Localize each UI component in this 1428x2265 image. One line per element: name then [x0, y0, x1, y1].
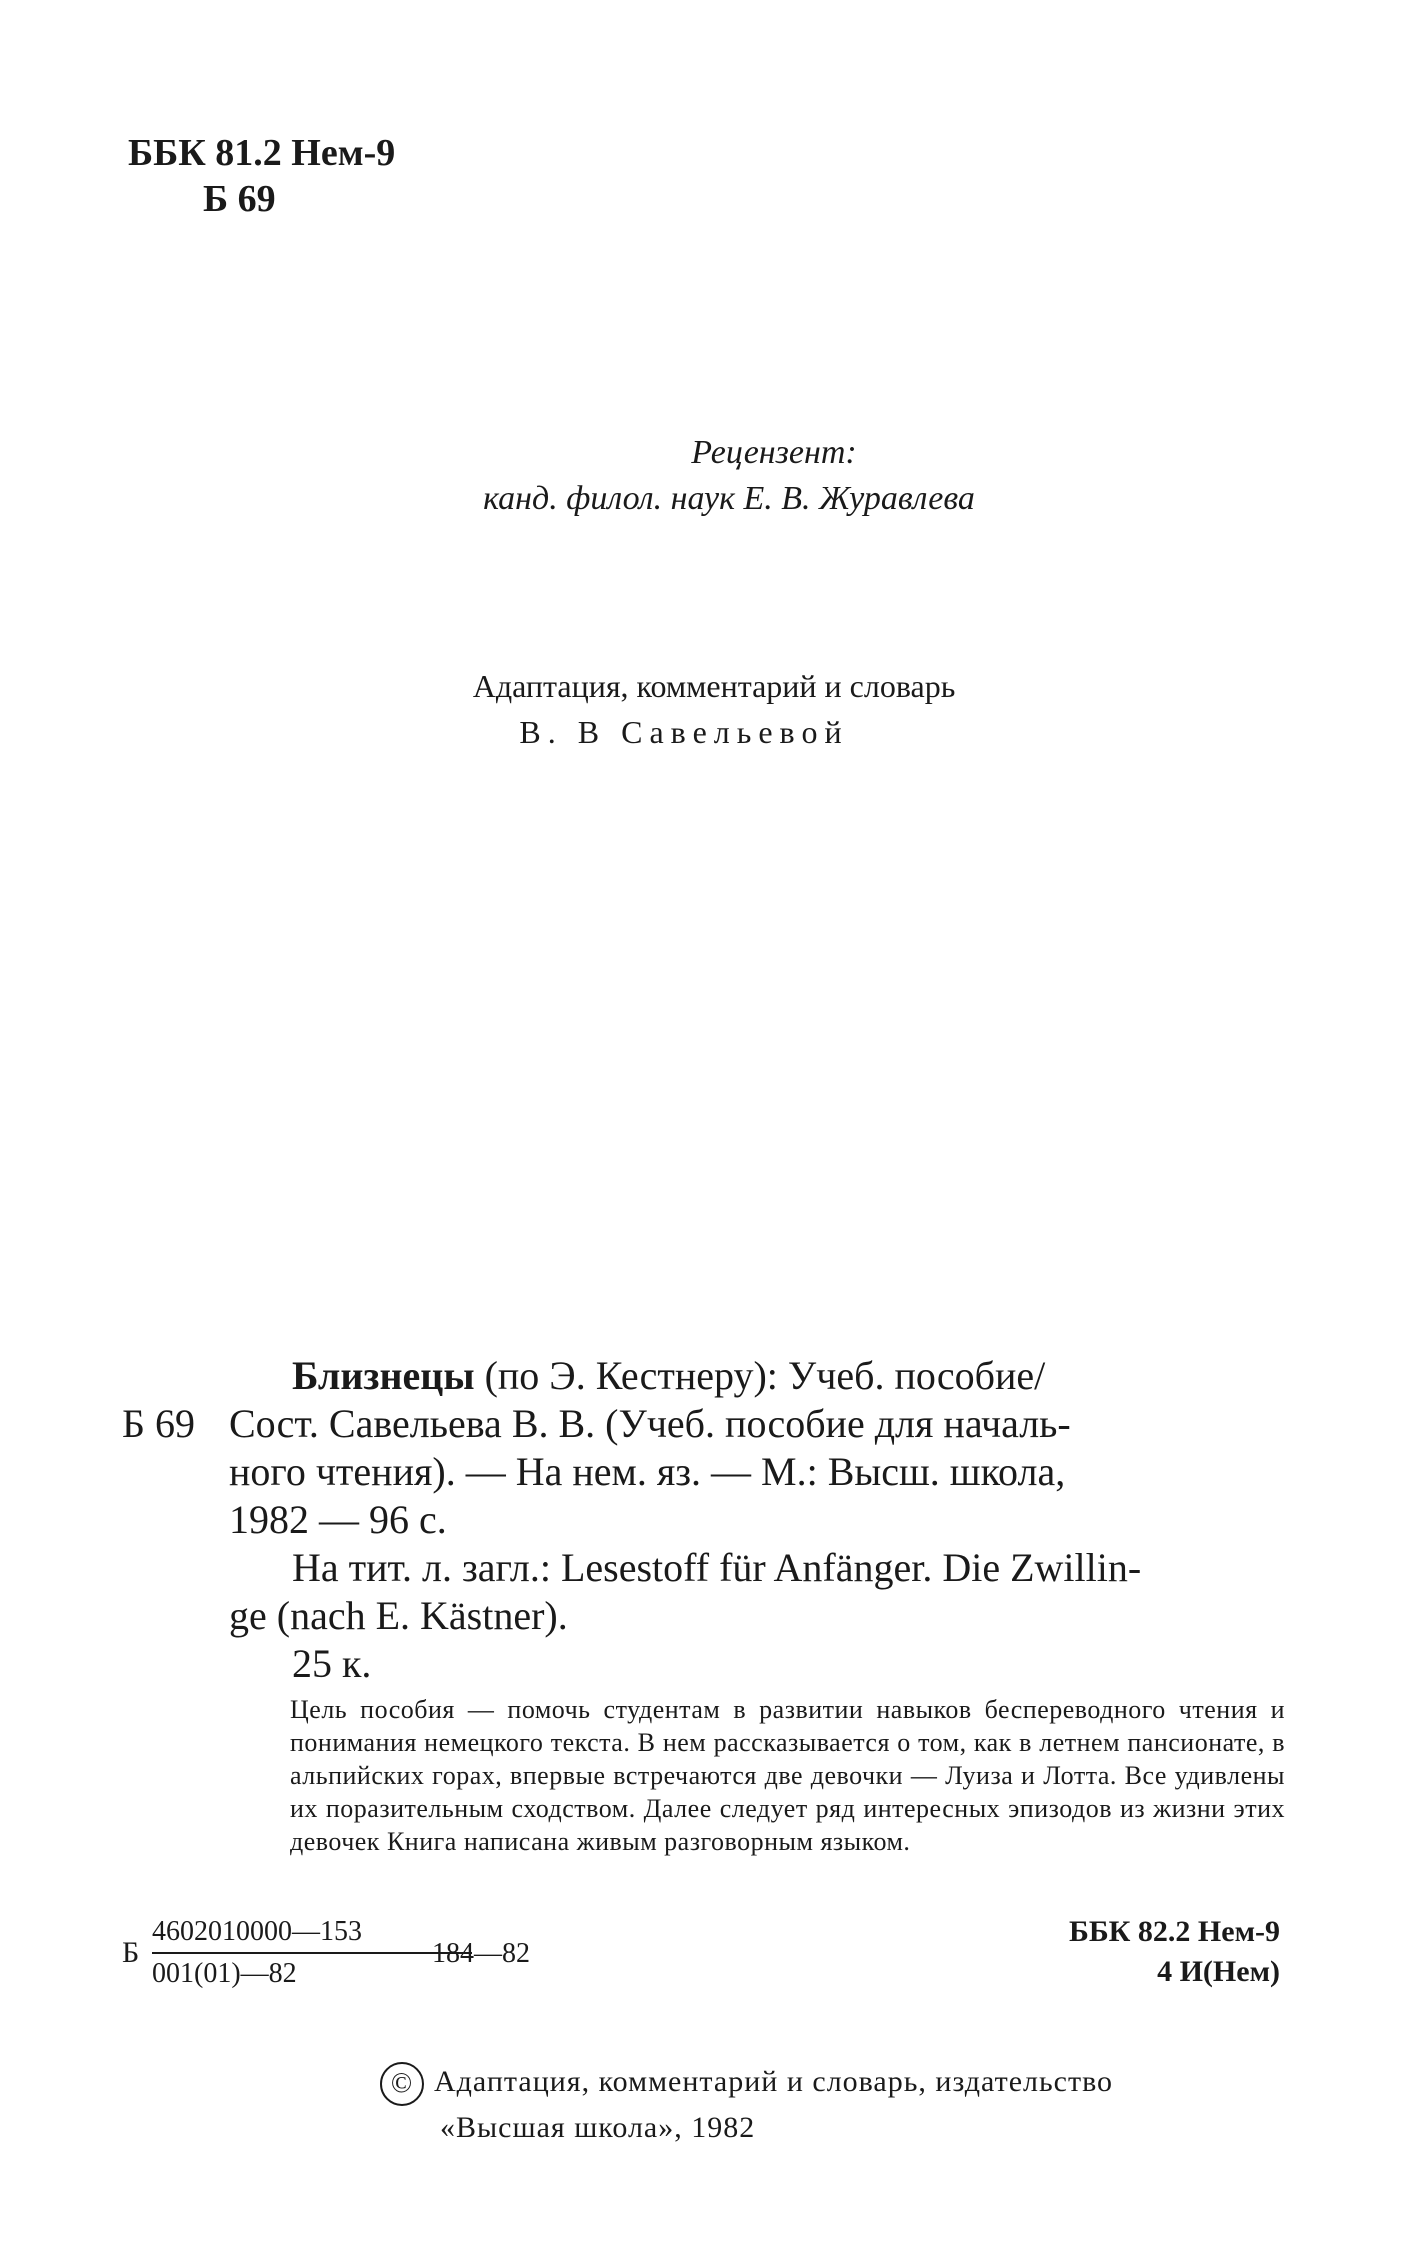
copyright-notice	[380, 2060, 1113, 2150]
fraction-bar	[152, 1952, 472, 1954]
copyright-line-1	[380, 2060, 1113, 2106]
bbk-bottom-block	[1000, 1912, 1280, 1992]
card-code: Б 69	[122, 1401, 195, 1446]
bbk-bottom-line2: 4 И(Нем)	[1157, 1955, 1280, 1988]
copyright-text: Адаптация, комментарий и словарь, издательство	[434, 2065, 1114, 2098]
book-title: Близнецы	[292, 1353, 475, 1398]
bbk-classification: ББК 81.2 Нем-9	[128, 132, 396, 174]
card-price: 25 к.	[292, 1641, 372, 1686]
card-title-rest: (по Э. Кестнеру): Учеб. пособие/	[474, 1353, 1046, 1398]
reviewer-label: Рецензент:	[691, 434, 857, 471]
reviewer-name: канд. филол. наук Е. В. Журавлева	[483, 480, 975, 517]
index-suffix: 184—82	[432, 1938, 530, 1969]
copyright-icon: ©	[380, 2062, 424, 2106]
card-line-2	[122, 1400, 1282, 1448]
copyright-publisher: «Высшая школа», 1982	[440, 2111, 756, 2145]
adaptation-credit	[0, 663, 1428, 755]
card-title-line	[122, 1352, 1282, 1400]
card-line-3: ного чтения). — На нем. яз. — М.: Высш. школа,	[229, 1449, 1066, 1494]
bbk-top-block	[128, 130, 395, 222]
index-numerator: 4602010000—153	[152, 1916, 362, 1947]
index-denominator: 001(01)—82	[152, 1958, 297, 1989]
card-line-5: На тит. л. загл.: Lesestoff für Anfänger. Die Zwillin-	[292, 1545, 1142, 1590]
annotation-text: Цель пособия — помочь студентам в развитии навыков беспереводного чтения и понимания немецкого текста. В нем рассказывается о том, как в летнем пансионате, в альпийских горах, впервые встречаются две девочки — Луиза и Лотта. Все удивлены их поразительным сходством. Далее следует ряд интересных эпизодов из жизни этих девочек Книга написана живым разговорным языком.	[290, 1695, 1285, 1856]
author-mark: Б 69	[203, 178, 276, 220]
card-compiler: Сост. Савельева В. В. (Учеб. пособие для началь-	[229, 1401, 1071, 1446]
catalog-card	[122, 1352, 1282, 1688]
card-line-6: ge (nach E. Kästner).	[229, 1593, 568, 1638]
adaptation-line: Адаптация, комментарий и словарь	[472, 668, 956, 704]
bbk-bottom-line1: ББК 82.2 Нем-9	[1069, 1915, 1280, 1948]
adapter-name: В. В Савельевой	[519, 714, 849, 750]
card-line-4: 1982 — 96 с.	[229, 1497, 447, 1542]
reviewer-block	[0, 430, 1428, 522]
index-letter: Б	[122, 1936, 140, 1969]
